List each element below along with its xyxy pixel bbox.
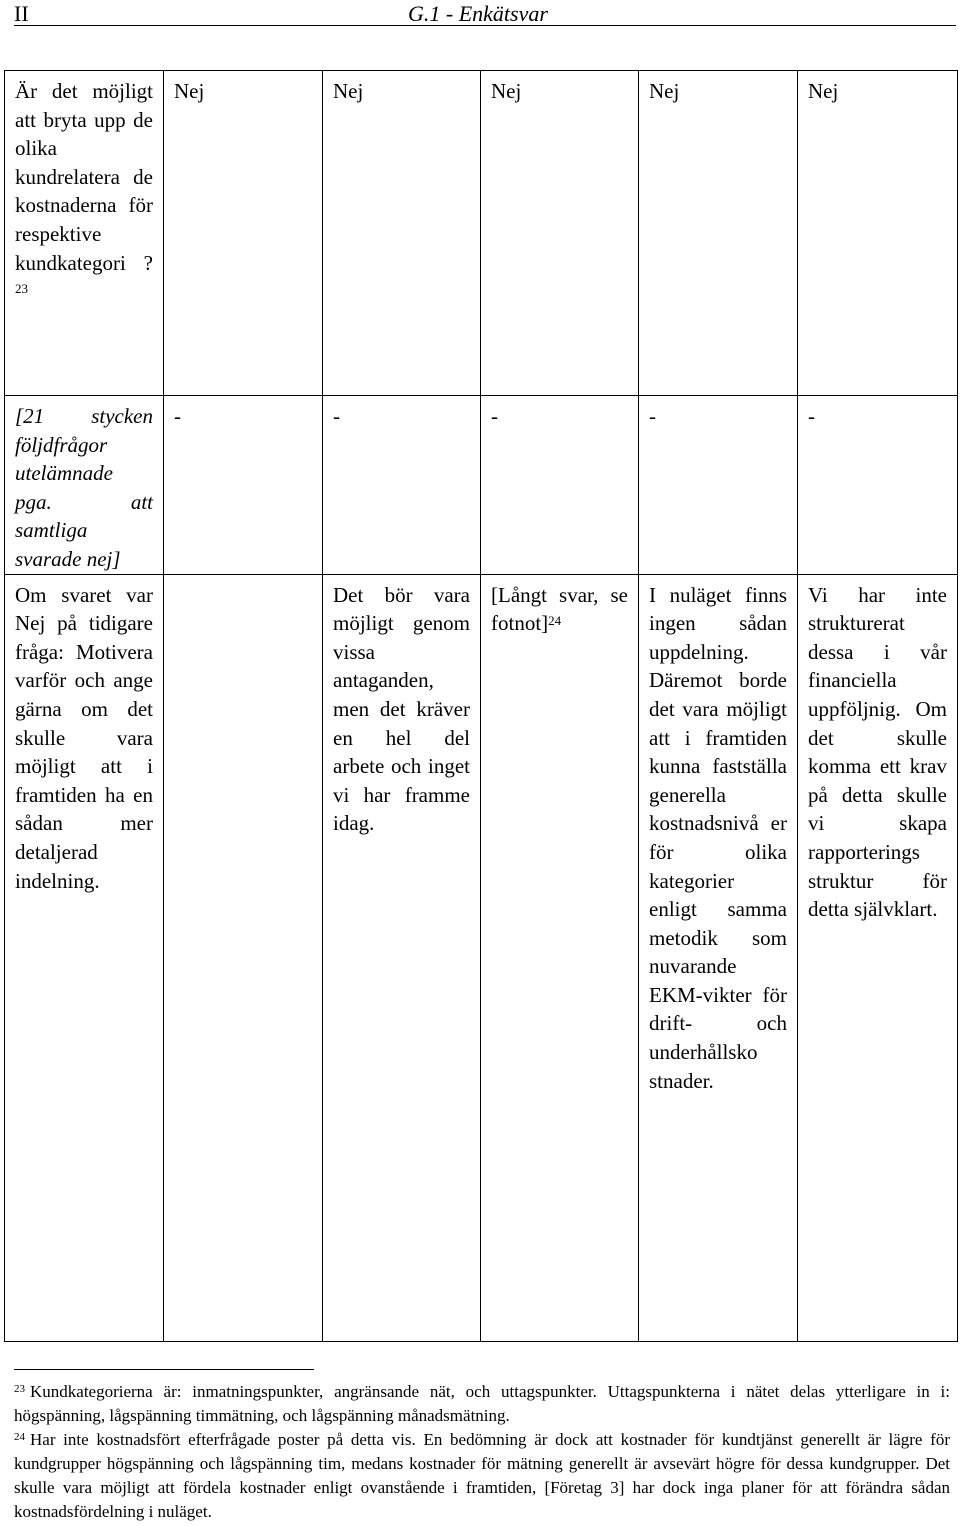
footnote	[14, 1428, 950, 1524]
footnote-ref: 23	[15, 281, 28, 297]
table-row	[5, 396, 958, 575]
answer-cell: -	[798, 396, 958, 575]
answer-cell: -	[164, 396, 323, 575]
answer-cell: Nej	[164, 71, 323, 396]
answer-cell: -	[323, 396, 481, 575]
footnote-text: Kundkategorierna är: inmatningspunkter, angränsande nät, och uttagspunkter. Uttagspunkterna i nätet delas ytterligare in i: högspänning, lågspänning timmätning, och lågspänning månadsmätning.	[14, 1382, 950, 1425]
survey-table	[4, 70, 958, 1342]
question-text: Är det möjligt att bryta upp de olika kundrelatera de kostnaderna för respektive kundkategori ?	[15, 79, 153, 275]
answer-cell	[481, 574, 639, 1341]
answer-cell: Nej	[639, 71, 798, 396]
footnote-text: Har inte kostnadsfört efterfrågade poster på detta vis. En bedömning är dock att kostnader för kundtjänst generellt är lägre för kundgrupper högspänning och lågspänning tim, medans kostnader för mätning generellt är avsevärt högre för dessa kundgrupper. Det skulle vara möjligt att fördela kostnader enligt ovanstående i framtiden, [Företag 3] har dock inga planer för att förändra sådan kostnadsfördelning i nuläget.	[14, 1430, 950, 1521]
footnote-ref: 24	[548, 613, 562, 629]
footnote-number: 23	[14, 1383, 25, 1395]
answer-cell: Vi har inte strukturerat dessa i vår financiella uppföljnig. Om det skulle komma ett krav på detta skulle vi skapa rapporterings struktur för detta självklart.	[798, 574, 958, 1341]
answer-cell	[164, 574, 323, 1341]
header-rule	[14, 25, 956, 26]
answer-cell: -	[639, 396, 798, 575]
footnote-separator	[14, 1369, 314, 1370]
answer-cell: -	[481, 396, 639, 575]
page-title: G.1 - Enkätsvar	[408, 1, 548, 26]
footnote-number: 24	[14, 1431, 25, 1443]
question-cell: Om svaret var Nej på tidigare fråga: Motivera varför och ange gärna om det skulle vara möjligt att i framtiden ha en sådan mer detaljerad indelning.	[5, 574, 164, 1341]
answer-cell: I nuläget finns ingen sådan uppdelning. Däremot borde det vara möjligt att i framtiden kunna fastställa generella kostnadsnivå er för olika kategorier enligt samma metodik som nuvarande EKM-vikter för drift- och underhållsko stnader.	[639, 574, 798, 1341]
answer-cell: Nej	[481, 71, 639, 396]
answer-cell: Det bör vara möjligt genom vissa antaganden, men det kräver en hel del arbete och inget vi har framme idag.	[323, 574, 481, 1341]
answer-text: [Långt svar, se fotnot]	[491, 582, 628, 636]
answer-cell: Nej	[323, 71, 481, 396]
table-row	[5, 574, 958, 1341]
page-number: II	[14, 1, 29, 26]
question-cell: [21 stycken följdfrågor utelämnade pga. att samtliga svarade nej]	[5, 396, 164, 575]
answer-cell: Nej	[798, 71, 958, 396]
table-row	[5, 71, 958, 396]
footnote	[14, 1380, 950, 1428]
question-cell	[5, 71, 164, 396]
